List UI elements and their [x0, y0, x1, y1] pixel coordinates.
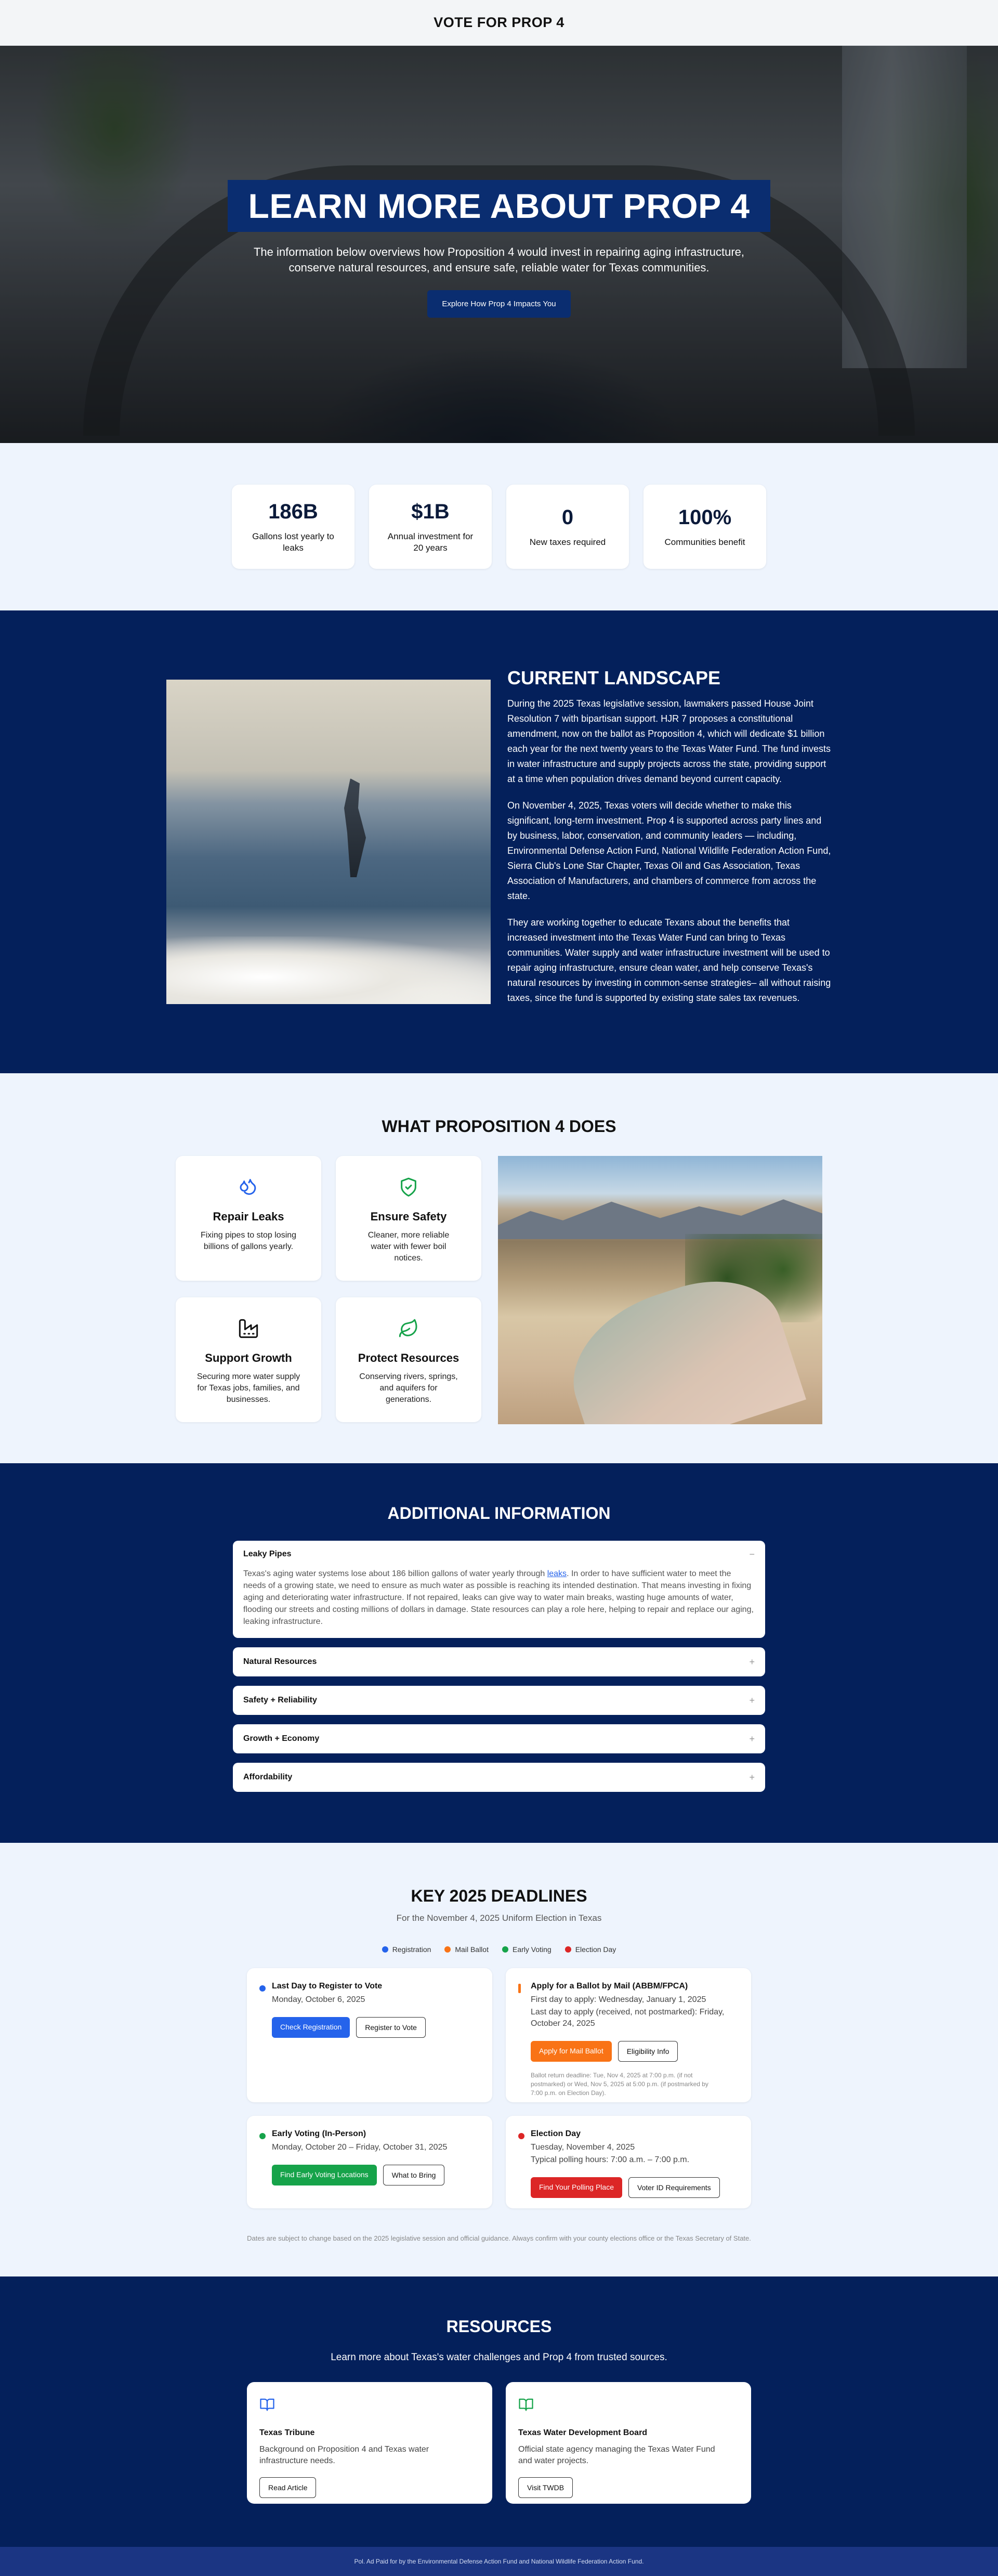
landscape-paragraph: During the 2025 Texas legislative session, lawmakers passed House Joint Resolution 7 with bipartisan support. HJR 7 proposes a constitutional amendment, now on the ballot as Proposition 4, which will dedicate $1 billion each year for the next twenty years to the Texas Water Fund. The fund invests in water infrastructure and supply projects across the state, providing support at a time when population drives demand beyond current capacity. — [507, 698, 831, 784]
accordion-item-affordability[interactable] — [233, 1763, 765, 1792]
legend-dot — [502, 1946, 508, 1953]
status-dot — [259, 1985, 266, 1992]
find-early-voting-button[interactable]: Find Early Voting Locations — [272, 2165, 377, 2185]
accordion-item-natural-resources[interactable] — [233, 1647, 765, 1676]
read-article-button[interactable]: Read Article — [259, 2477, 316, 2498]
resource-title: Texas Tribune — [259, 2428, 315, 2437]
stat-label: Gallons lost yearly to leaks — [252, 531, 334, 553]
expand-icon[interactable]: + — [749, 1772, 755, 1783]
book-open-icon — [518, 2397, 534, 2412]
deadline-title: Early Voting (In-Person) — [272, 2129, 366, 2138]
droplets-icon — [238, 1177, 259, 1198]
accordion-header[interactable] — [243, 1763, 755, 1792]
resource-text: Background on Proposition 4 and Texas water infrastructure needs. — [259, 2445, 429, 2465]
landscape-paragraph: On November 4, 2025, Texas voters will decide whether to make this significant, long-term investment. Prop 4 is supported across party lines and by business, labor, conservation, and community leaders — including, Environmental Defense Action Fund, National Wildlife Federation Action Fund, Sierra Club's Lone Star Chapter, Texas Oil and Gas Association, Texas Association of Manufacturers, and chambers of commerce from across the state. — [507, 800, 831, 901]
footer-disclaimer: Pol. Ad Paid for by the Environmental Defense Action Fund and National Wildlife Federation Action Fund. — [354, 2558, 644, 2565]
deadlines-title: KEY 2025 DEADLINES — [411, 1887, 587, 1905]
expand-icon[interactable]: + — [749, 1733, 755, 1744]
accordion-title: Natural Resources — [243, 1657, 317, 1666]
feature-title: Support Growth — [205, 1351, 292, 1364]
accordion-item-growth-economy[interactable] — [233, 1724, 765, 1753]
deadlines-disclaimer: Dates are subject to change based on the 2025 legislative session and official guidance. Always confirm with your county elections office or the Texas Secretary of State. — [247, 2234, 751, 2242]
resources-title: RESOURCES — [446, 2317, 552, 2336]
deadline-card-registration — [247, 1968, 492, 2102]
resources-section — [0, 2276, 998, 2547]
hero-subtitle: The information below overviews how Proposition 4 would invest in repairing aging infrastructure, conserve natural resources, and ensure safe, reliable water for Texas communities. — [253, 245, 745, 274]
deadline-card-election-day — [506, 2116, 751, 2208]
accordion-header[interactable] — [243, 1724, 755, 1753]
legend-item: Election Day — [565, 1945, 616, 1954]
stat-card — [369, 485, 492, 569]
river-canyon-photo — [498, 1156, 822, 1424]
stat-value: 100% — [678, 505, 732, 529]
additional-title: ADDITIONAL INFORMATION — [387, 1504, 611, 1523]
resource-title: Texas Water Development Board — [518, 2428, 648, 2437]
feature-title: Ensure Safety — [370, 1210, 447, 1223]
stat-card — [232, 485, 354, 569]
feature-card-ensure-safety — [336, 1156, 481, 1281]
what-title: WHAT PROPOSITION 4 DOES — [382, 1117, 616, 1136]
accordion — [233, 1541, 765, 1792]
landscape-title: CURRENT LANDSCAPE — [507, 667, 721, 688]
legend-dot — [444, 1946, 451, 1953]
stat-label: New taxes required — [529, 537, 606, 547]
stat-value: 186B — [268, 500, 318, 523]
accordion-body: Texas's aging water systems lose about 186 billion gallons of water yearly through leaks. In order to have sufficient water to meet the needs of a growing state, we need to ensure as much water as possible is reaching its intended destination. That means investing in fixing aging and deteriorating water infrastructure. If not repaired, leaks can give way to water main breaks, wasting huge amounts of water, flooding our streets and costing millions of dollars in damage. State resources can play a role here, helping to repair and replace our aging, leaking infrastructure. — [243, 1569, 754, 1626]
stat-label: Communities benefit — [664, 537, 745, 547]
feature-title: Protect Resources — [358, 1351, 459, 1364]
legend-dot — [382, 1946, 388, 1953]
explore-button[interactable]: Explore How Prop 4 Impacts You — [427, 290, 570, 318]
accordion-item-leaky-pipes — [233, 1541, 765, 1638]
accordion-item-safety-reliability[interactable] — [233, 1686, 765, 1715]
register-to-vote-button[interactable]: Register to Vote — [356, 2017, 426, 2038]
status-dot — [518, 2133, 524, 2139]
accordion-header[interactable] — [243, 1541, 755, 1568]
top-bar — [0, 0, 998, 46]
deadline-date: Last day to apply (received, not postmarked): Friday, October 24, 2025 — [531, 2008, 725, 2028]
feature-text: Fixing pipes to stop losing billions of gallons yearly. — [200, 1231, 297, 1251]
landscape-section — [0, 610, 998, 1073]
legend-item: Mail Ballot — [444, 1945, 489, 1954]
check-registration-button[interactable]: Check Registration — [272, 2017, 350, 2038]
feature-text: Cleaner, more reliable water with fewer boil notices. — [367, 1231, 450, 1263]
deadline-date: Tuesday, November 4, 2025 — [531, 2143, 635, 2152]
what-to-bring-button[interactable]: What to Bring — [383, 2165, 445, 2185]
collapse-icon[interactable]: − — [749, 1549, 755, 1559]
deadline-title: Election Day — [531, 2129, 581, 2138]
stat-value: 0 — [561, 505, 574, 529]
hero-title: LEARN MORE ABOUT PROP 4 — [228, 180, 771, 232]
stats-section — [0, 443, 998, 610]
apply-mail-ballot-button[interactable]: Apply for Mail Ballot — [531, 2041, 612, 2062]
deadline-title: Apply for a Ballot by Mail (ABBM/FPCA) — [531, 1982, 688, 1990]
visit-twdb-button[interactable]: Visit TWDB — [518, 2477, 573, 2498]
status-dot — [259, 2133, 266, 2139]
factory-icon — [238, 1318, 259, 1339]
resources-subtitle: Learn more about Texas's water challenges and Prop 4 from trusted sources. — [331, 2352, 667, 2363]
deadline-card-early-voting — [247, 2116, 492, 2208]
site-title[interactable]: VOTE FOR PROP 4 — [434, 15, 564, 30]
accordion-title: Growth + Economy — [243, 1734, 320, 1743]
deadline-date: First day to apply: Wednesday, January 1, 2025 — [531, 1995, 706, 2004]
deadlines-legend — [0, 1945, 998, 1954]
feature-title: Repair Leaks — [213, 1210, 284, 1223]
legend-dot — [565, 1946, 571, 1953]
status-bar — [518, 1984, 521, 1993]
stat-card — [506, 485, 629, 569]
feature-text: Conserving rivers, springs, and aquifers for generations. — [359, 1372, 458, 1404]
stat-value: $1B — [411, 500, 450, 523]
resource-card-twdb — [506, 2382, 751, 2504]
polling-hours: Typical polling hours: 7:00 a.m. – 7:00 p.m. — [531, 2155, 690, 2164]
ballot-return-note: Ballot return deadline: Tue, Nov 4, 2025 at 7:00 p.m. (if not postmarked) or Wed, Nov 5, 2025 at 5:00 p.m. (if postmarked by 7:00 p.m. on Election Day). — [531, 2072, 708, 2097]
heron-beach-photo — [166, 680, 491, 1004]
hero-section — [0, 46, 998, 443]
stat-label: Annual investment for 20 years — [387, 531, 474, 553]
expand-icon[interactable]: + — [749, 1656, 755, 1667]
deadlines-subtitle: For the November 4, 2025 Uniform Election in Texas — [396, 1913, 602, 1923]
leaks-link[interactable]: leaks — [547, 1569, 567, 1578]
legend-item: Early Voting — [502, 1945, 551, 1954]
stat-card — [644, 485, 766, 569]
what-prop4-section — [0, 1073, 998, 1463]
book-open-icon — [259, 2397, 275, 2412]
accordion-title: Affordability — [243, 1773, 293, 1781]
deadline-card-mail-ballot — [506, 1968, 751, 2102]
accordion-header[interactable] — [243, 1686, 755, 1715]
feature-card-protect-resources — [336, 1297, 481, 1422]
deadline-title: Last Day to Register to Vote — [272, 1982, 383, 1990]
expand-icon[interactable]: + — [749, 1695, 755, 1706]
deadline-date: Monday, October 6, 2025 — [272, 1995, 365, 2004]
deadlines-section — [0, 1843, 998, 2276]
find-polling-place-button[interactable]: Find Your Polling Place — [531, 2177, 622, 2198]
legend-item: Registration — [382, 1945, 431, 1954]
accordion-title: Safety + Reliability — [243, 1696, 317, 1705]
voter-id-button[interactable]: Voter ID Requirements — [628, 2177, 720, 2198]
additional-info-section — [0, 1463, 998, 1843]
shield-check-icon — [398, 1177, 419, 1198]
landscape-paragraph: They are working together to educate Texans about the benefits that increased investment into the Texas Water Fund can bring to Texas communities. Water supply and water infrastructure investment will be used to repair aging infrastructure, ensure clean water, and help conserve Texas's natural resources by investing in common-sense strategies– all without raising taxes, since the fund is supported by existing state sales tax revenues. — [507, 917, 831, 1003]
resource-card-texas-tribune — [247, 2382, 492, 2504]
accordion-title: Leaky Pipes — [243, 1550, 292, 1558]
feature-text: Securing more water supply for Texas jobs, families, and businesses. — [196, 1372, 300, 1404]
feature-card-repair-leaks — [176, 1156, 321, 1281]
accordion-header[interactable] — [243, 1647, 755, 1676]
eligibility-info-button[interactable]: Eligibility Info — [618, 2041, 678, 2062]
feature-card-support-growth — [176, 1297, 321, 1422]
resource-text: Official state agency managing the Texas Water Fund and water projects. — [518, 2445, 715, 2465]
deadline-date: Monday, October 20 – Friday, October 31, 2025 — [272, 2143, 448, 2152]
leaf-icon — [398, 1318, 419, 1339]
